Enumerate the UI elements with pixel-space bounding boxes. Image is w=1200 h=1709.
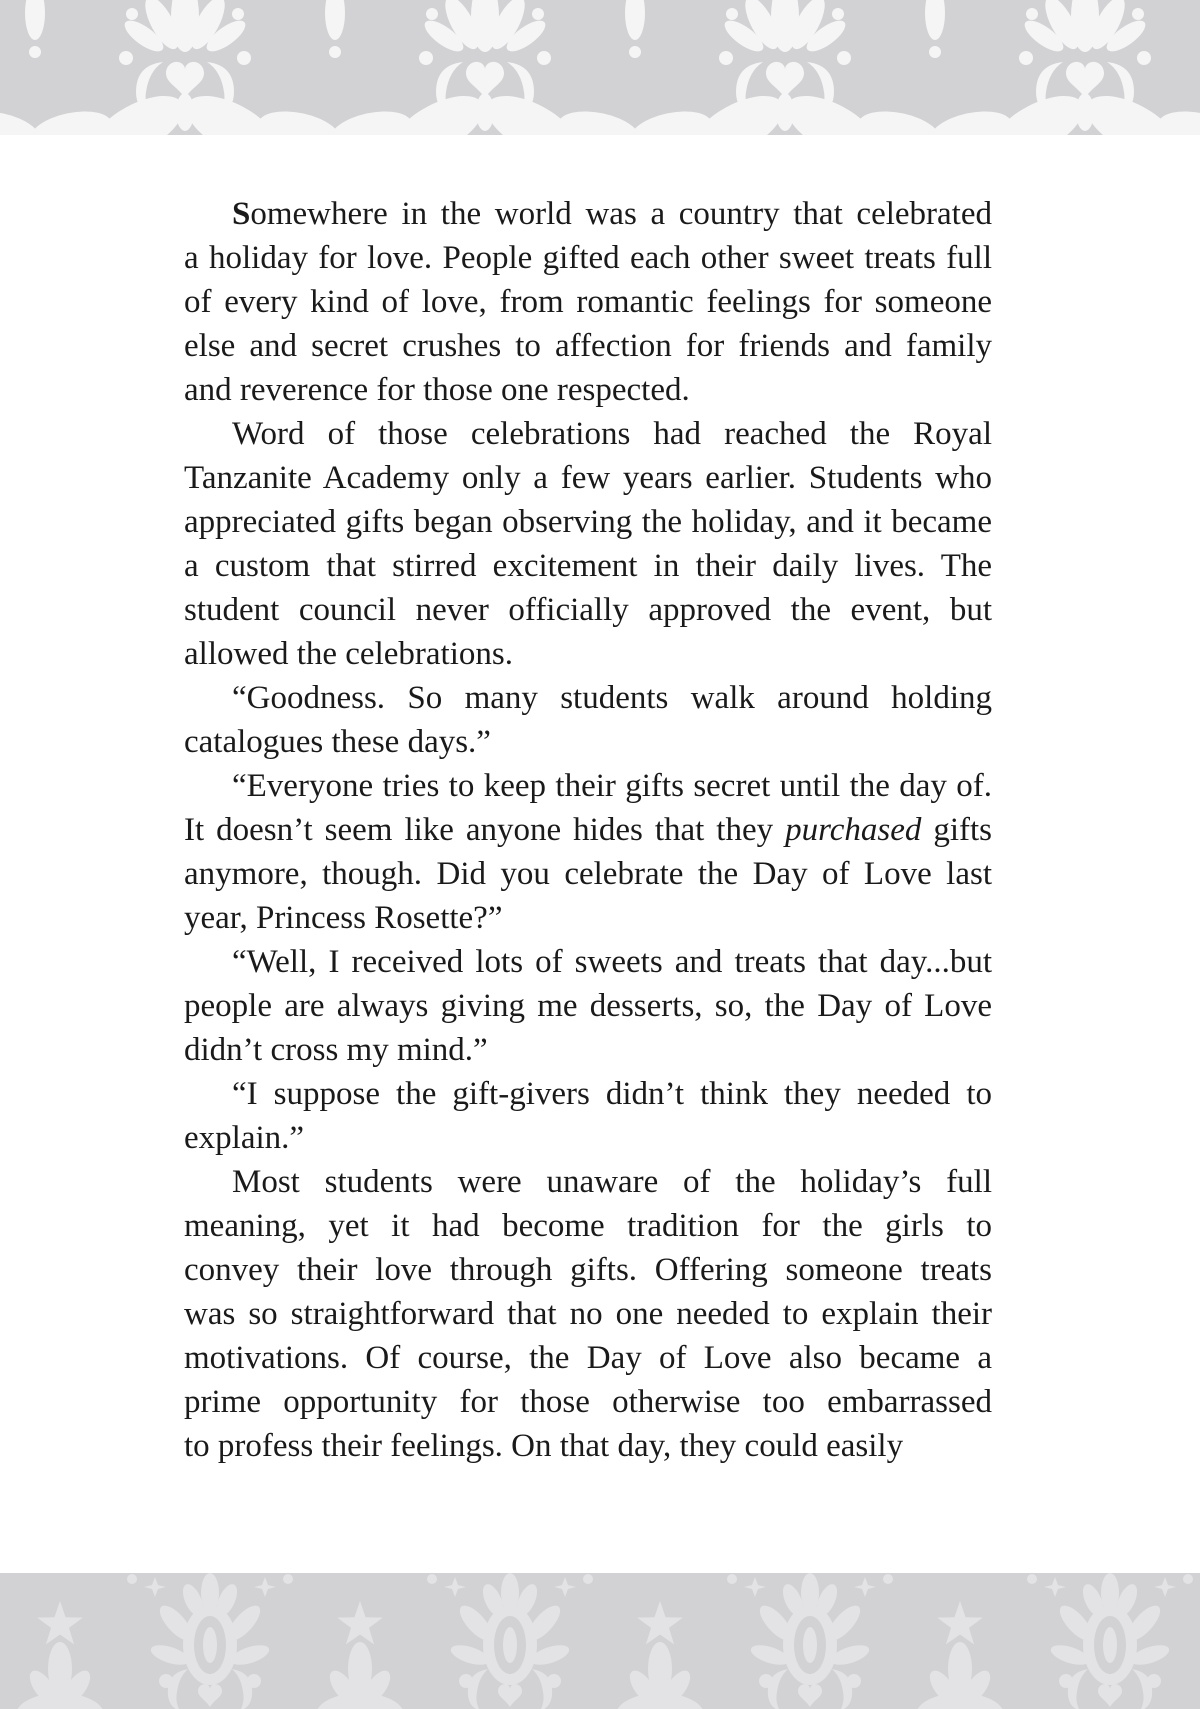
text-line: [184, 1204, 992, 1248]
text-segment: Most students were unaware of the holiday’s full: [232, 1164, 992, 1200]
text-segment: allowed the celebrations.: [184, 636, 513, 672]
text-segment: meaning, yet it had become tradition for the girls to: [184, 1208, 992, 1244]
text-segment: people are always giving me desserts, so, the Day of Love: [184, 988, 992, 1024]
text-line: [184, 412, 992, 456]
text-line: [184, 368, 992, 412]
text-line: [184, 192, 992, 236]
text-segment: student council never officially approved the event, but: [184, 592, 992, 628]
text-line: [184, 1424, 992, 1468]
text-segment: “I suppose the gift-givers didn’t think they needed to: [232, 1076, 992, 1112]
text-line: [184, 940, 992, 984]
text-line: [184, 544, 992, 588]
text-line: [184, 456, 992, 500]
text-line: [184, 1028, 992, 1072]
text-line: [184, 280, 992, 324]
text-segment: year, Princess Rosette?”: [184, 900, 503, 936]
text-line: [184, 808, 992, 852]
text-line: [184, 324, 992, 368]
text-line: [184, 984, 992, 1028]
text-segment: was so straightforward that no one needed to explain their: [184, 1296, 992, 1332]
text-segment: “Goodness. So many students walk around holding: [232, 680, 992, 716]
text-line: [184, 896, 992, 940]
text-segment: a holiday for love. People gifted each other sweet treats full: [184, 240, 992, 276]
bottom-damask-border: [0, 1573, 1200, 1709]
page-text: [184, 192, 992, 1468]
text-segment: didn’t cross my mind.”: [184, 1032, 488, 1068]
text-line: [184, 500, 992, 544]
text-segment: catalogues these days.”: [184, 724, 491, 760]
text-segment: “Everyone tries to keep their gifts secret until the day of.: [232, 768, 992, 804]
text-line: [184, 1160, 992, 1204]
text-segment: It doesn’t seem like anyone hides that they: [184, 812, 786, 848]
text-line: [184, 632, 992, 676]
text-segment: and reverence for those one respected.: [184, 372, 690, 408]
text-line: [184, 1116, 992, 1160]
text-segment: convey their love through gifts. Offering someone treats: [184, 1252, 992, 1288]
text-line: [184, 764, 992, 808]
text-line: [184, 720, 992, 764]
text-segment: prime opportunity for those otherwise too embarrassed: [184, 1384, 992, 1420]
text-line: [184, 852, 992, 896]
text-segment: S: [232, 196, 251, 232]
text-segment: motivations. Of course, the Day of Love also became a: [184, 1340, 992, 1376]
text-segment: appreciated gifts began observing the holiday, and it became: [184, 504, 992, 540]
text-line: [184, 1336, 992, 1380]
text-segment: a custom that stirred excitement in their daily lives. The: [184, 548, 992, 584]
text-segment: “Well, I received lots of sweets and treats that day...but: [232, 944, 992, 980]
text-segment: Word of those celebrations had reached the Royal: [232, 416, 992, 452]
text-segment: purchased: [785, 812, 922, 848]
text-segment: else and secret crushes to affection for friends and family: [184, 328, 992, 364]
text-segment: anymore, though. Did you celebrate the Day of Love last: [184, 856, 992, 892]
text-line: [184, 1248, 992, 1292]
text-segment: omewhere in the world was a country that celebrated: [250, 196, 992, 232]
text-segment: Tanzanite Academy only a few years earlier. Students who: [184, 460, 992, 496]
text-line: [184, 676, 992, 720]
text-segment: to profess their feelings. On that day, they could easily: [184, 1428, 904, 1464]
top-damask-border: [0, 0, 1200, 135]
text-line: [184, 588, 992, 632]
text-segment: explain.”: [184, 1120, 305, 1156]
text-line: [184, 236, 992, 280]
text-line: [184, 1380, 992, 1424]
text-segment: of every kind of love, from romantic feelings for someone: [184, 284, 992, 320]
text-line: [184, 1072, 992, 1116]
text-line: [184, 1292, 992, 1336]
text-segment: gifts: [921, 812, 993, 848]
